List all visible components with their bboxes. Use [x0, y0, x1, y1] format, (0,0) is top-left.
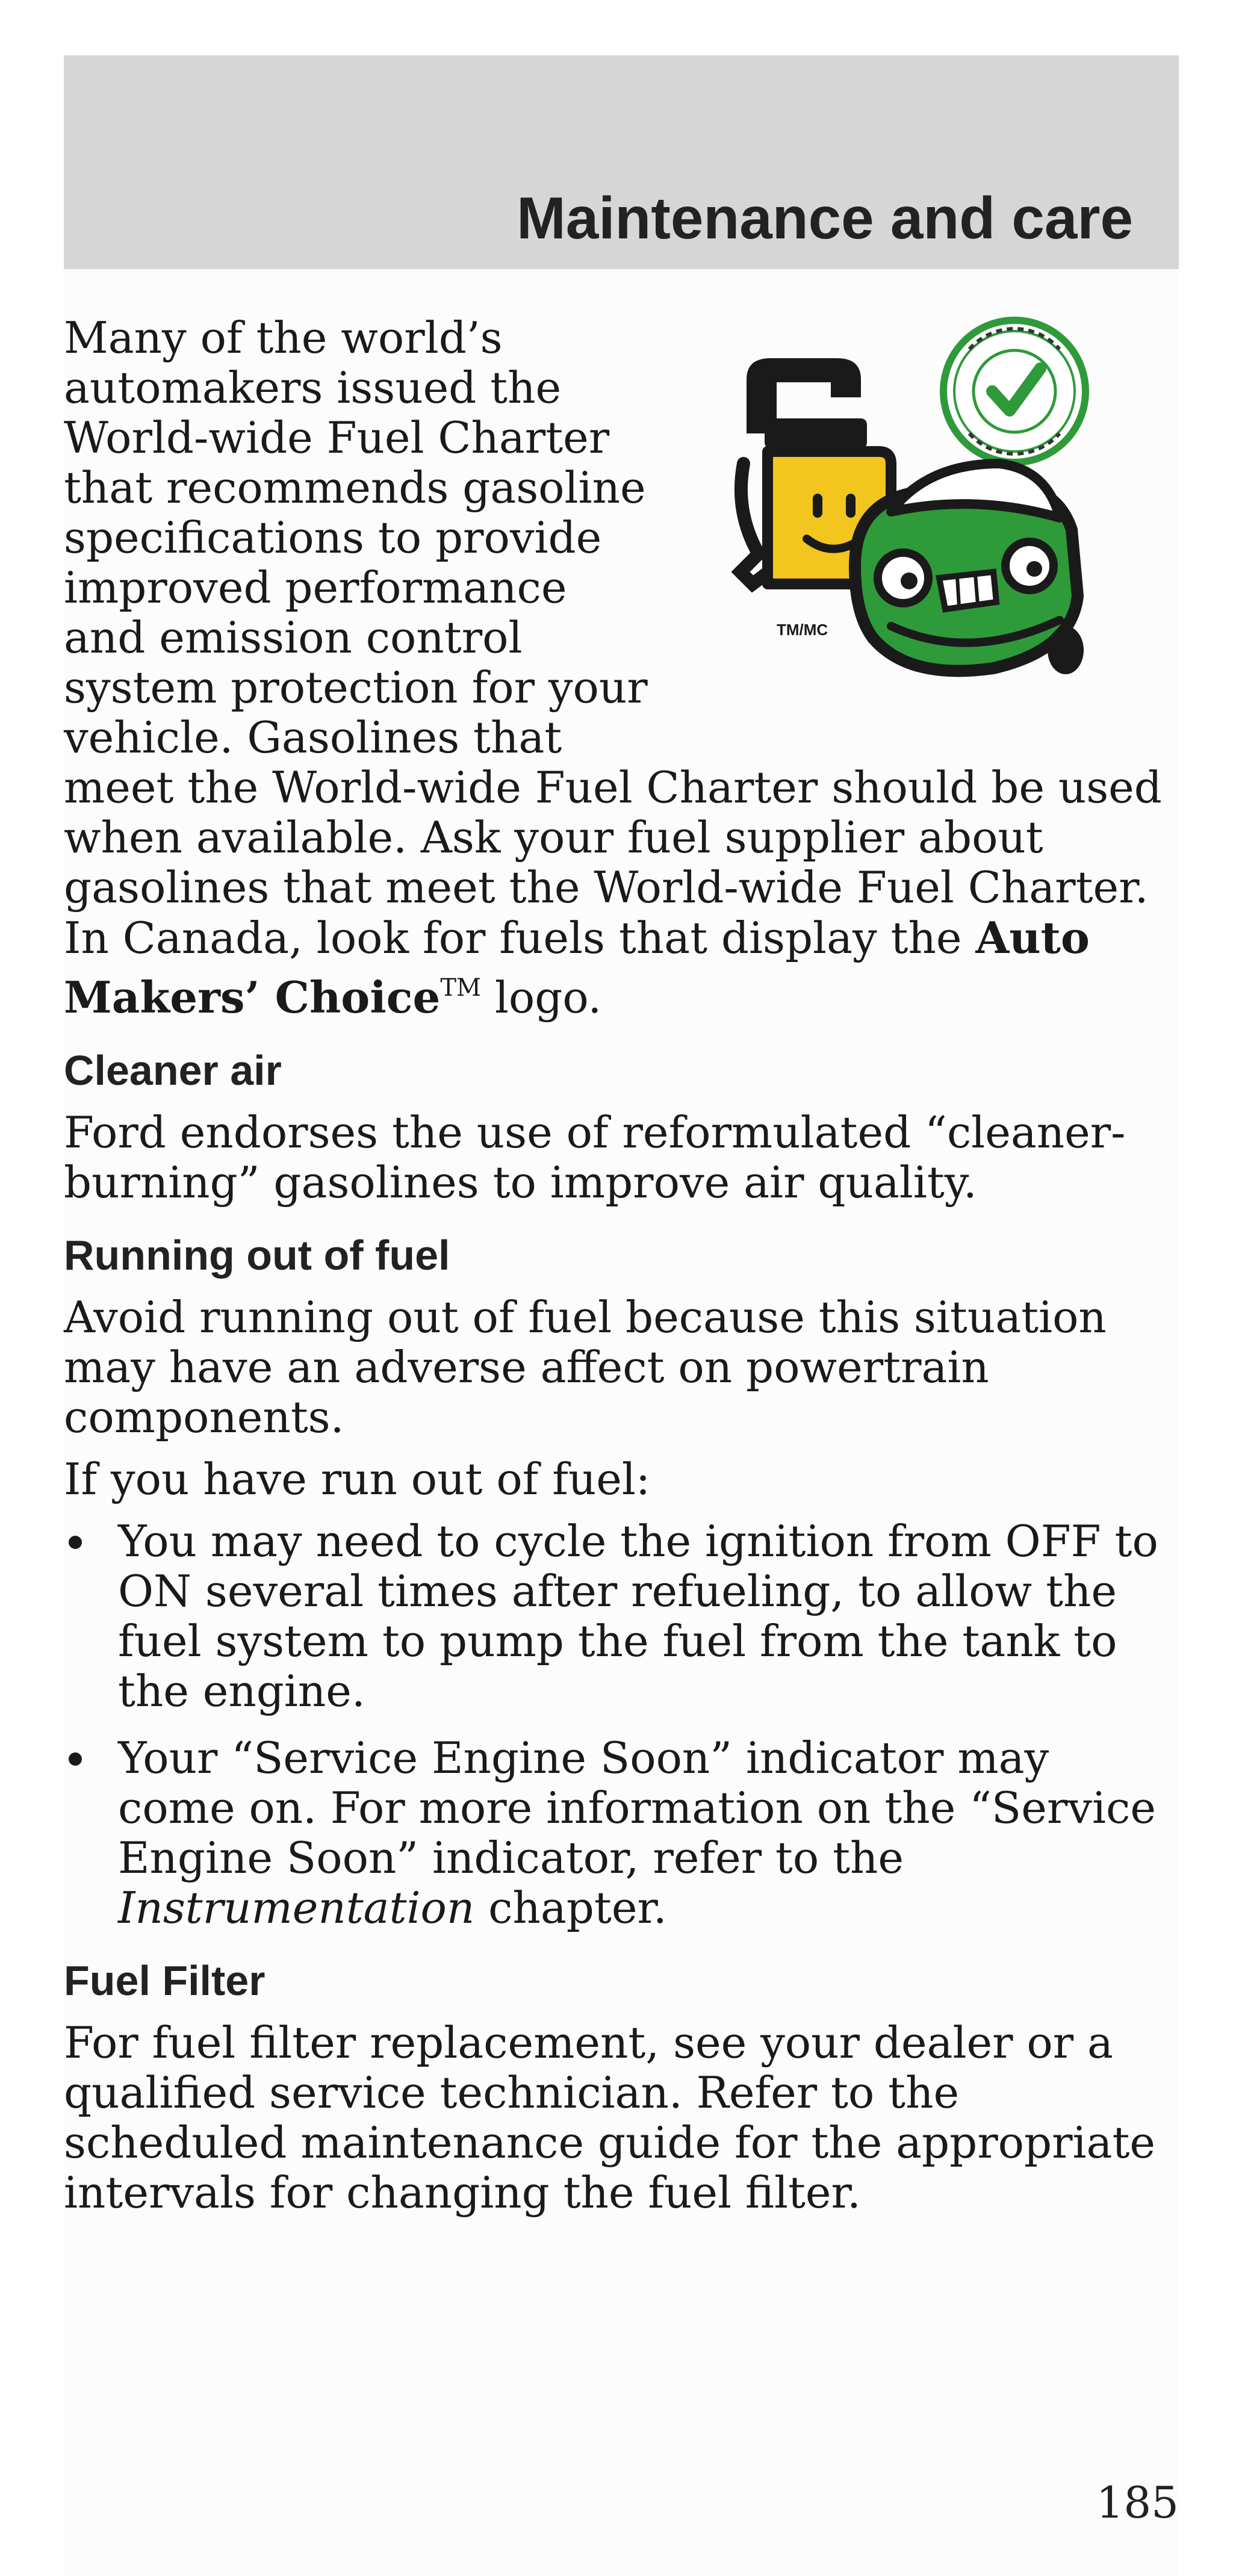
intro-text-end: logo.: [480, 972, 602, 1023]
fuel-filter-text: For fuel filter replacement, see your dealer or a qualified service technician. Refer to the scheduled maintenance guide for the appropriate intervals for changing the fuel filter.: [64, 2017, 1156, 2218]
intro-text: Many of the world’s automakers issued the World-wide Fuel Charter that recommends gasoline specifications to provide improved performance and emission control system protection for your vehicle. Gasolines that meet the World-wide Fuel Charter should be used when available. Ask your fuel supplier about gasolines that meet the World-wide Fuel Charter. In Canada, look for fuels that display the: [64, 312, 1162, 963]
bullet-icon: [69, 1536, 82, 1549]
bullet-icon: [69, 1752, 82, 1766]
cleaner-air-text: Ford endorses the use of reformulated “cleaner-burning” gasolines to improve air quality.: [64, 1107, 1126, 1208]
intro-bold-brand: Auto Makers’ Choice: [64, 912, 1090, 1023]
running-out-lead: If you have run out of fuel:: [64, 1454, 651, 1504]
cleaner-air-heading: Cleaner air: [64, 1047, 282, 1094]
running-out-text: Avoid running out of fuel because this situation may have an adverse affect on powertrain components.: [64, 1292, 1107, 1442]
header-band: [64, 55, 1179, 269]
chapter-reference: Instrumentation: [118, 1882, 475, 1933]
trademark-symbol: TM: [440, 974, 481, 1002]
running-out-heading: Running out of fuel: [64, 1232, 450, 1279]
list-item: [64, 1516, 1179, 1716]
list-item: [64, 1733, 1179, 1933]
bullet-text: Your “Service Engine Soon” indicator may come on. For more information on the “Service Engine Soon” indicator, refer to the: [118, 1733, 1156, 1883]
main-content: [64, 313, 1179, 2230]
page-title: Maintenance and care: [517, 185, 1133, 251]
fuel-filter-heading: Fuel Filter: [64, 1957, 266, 2004]
bullet-text: You may need to cycle the ignition from OFF to ON several times after refueling, to allow the fuel system to pump the fuel from the tank to the engine.: [118, 1516, 1158, 1716]
running-out-list: [64, 1516, 1179, 1933]
logo-spacer: [661, 313, 1179, 756]
logo-tm-mark: TM/MC: [777, 621, 828, 639]
bullet-text-end: chapter.: [474, 1882, 667, 1933]
page-number: 185: [1096, 2477, 1179, 2528]
intro-paragraph: [64, 313, 1179, 1023]
